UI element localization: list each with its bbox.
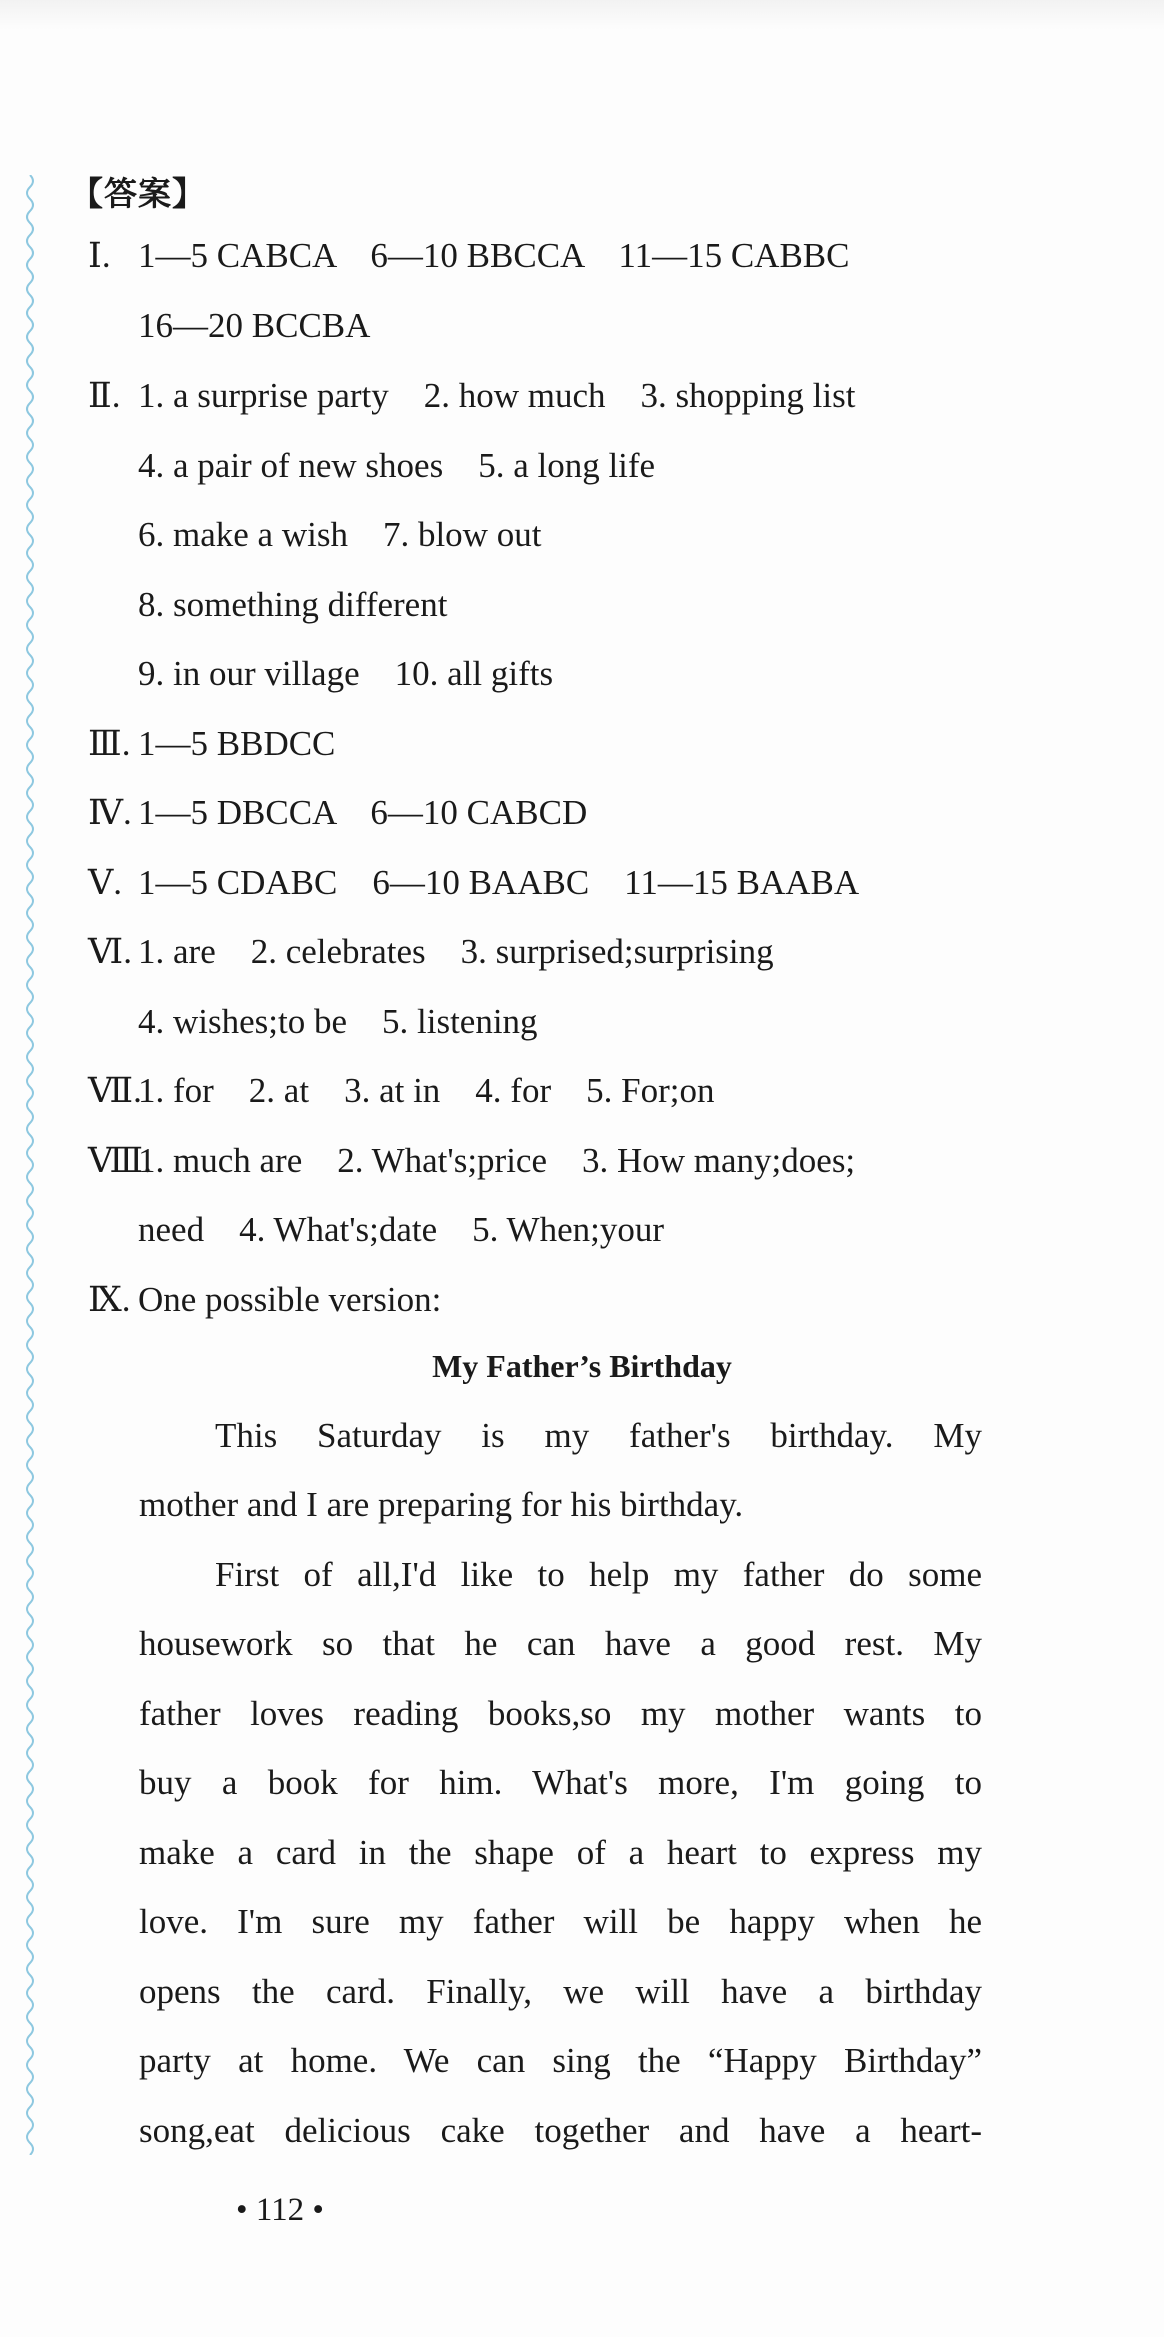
section-numeral: Ⅸ. (88, 1280, 131, 1319)
answer-line: 4. a pair of new shoes 5. a long life (138, 446, 656, 485)
margin-decoration (22, 175, 38, 2155)
answer-line: One possible version: (138, 1280, 442, 1319)
answer-line: 1—5 CDABC 6—10 BAABC 11—15 BAABA (138, 863, 860, 902)
answer-section-5 (88, 865, 859, 900)
answer-heading: 【答案】 (70, 174, 206, 213)
essay-line: buy a book for him. What's more, I'm going to (139, 1763, 982, 1802)
essay-line: First of all,I'd like to help my father do some (215, 1555, 982, 1594)
section-numeral: Ⅳ. (88, 793, 132, 832)
section-numeral: Ⅵ. (88, 932, 132, 971)
essay-line: mother and I are preparing for his birthday. (139, 1485, 744, 1524)
essay-line: party at home. We can sing the “Happy Birthday” (139, 2041, 982, 2080)
answer-line: 1. a surprise party 2. how much 3. shopping list (138, 376, 856, 415)
answer-line: 9. in our village 10. all gifts (138, 654, 554, 693)
section-numeral: Ⅶ. (88, 1071, 142, 1110)
essay-title: My Father’s Birthday (432, 1348, 732, 1384)
answer-section-4 (88, 795, 587, 830)
answer-section-1 (88, 238, 849, 273)
answer-line: 6. make a wish 7. blow out (138, 515, 542, 554)
answer-line: 1. are 2. celebrates 3. surprised;surprising (138, 932, 774, 971)
essay-line: opens the card. Finally, we will have a birthday (139, 1972, 982, 2011)
scan-shadow (0, 0, 1164, 30)
answer-section-9 (88, 1282, 441, 1317)
page-number: • 112 • (236, 2192, 324, 2228)
answer-line: need 4. What's;date 5. When;your (138, 1210, 664, 1249)
answer-section-6 (88, 934, 774, 969)
section-numeral: Ⅱ. (88, 376, 121, 415)
answer-line: 1—5 CABCA 6—10 BBCCA 11—15 CABBC (138, 236, 850, 275)
answer-section-3 (88, 726, 335, 761)
essay-line: housework so that he can have a good rest. My (139, 1624, 982, 1663)
answer-line: 4. wishes;to be 5. listening (138, 1002, 538, 1041)
answer-section-8 (88, 1143, 855, 1178)
section-numeral: Ⅴ. (88, 863, 123, 902)
section-numeral: Ⅰ. (88, 236, 111, 275)
answer-line: 16—20 BCCBA (138, 306, 371, 345)
answer-line: 1—5 DBCCA 6—10 CABCD (138, 793, 588, 832)
essay-line: make a card in the shape of a heart to express my (139, 1833, 982, 1872)
essay-line: This Saturday is my father's birthday. My (215, 1416, 982, 1455)
essay-line: song,eat delicious cake together and have a heart- (139, 2111, 982, 2150)
answer-line: 1. for 2. at 3. at in 4. for 5. For;on (138, 1071, 715, 1110)
answer-line: 8. something different (138, 585, 448, 624)
answer-line: 1—5 BBDCC (138, 724, 336, 763)
section-numeral: Ⅷ. (88, 1141, 152, 1180)
essay-line: father loves reading books,so my mother wants to (139, 1694, 982, 1733)
essay-line: love. I'm sure my father will be happy when he (139, 1902, 982, 1941)
answer-section-7 (88, 1073, 714, 1108)
answer-line: 1. much are 2. What's;price 3. How many;does; (138, 1141, 856, 1180)
section-numeral: Ⅲ. (88, 724, 131, 763)
answer-section-2 (88, 378, 855, 413)
